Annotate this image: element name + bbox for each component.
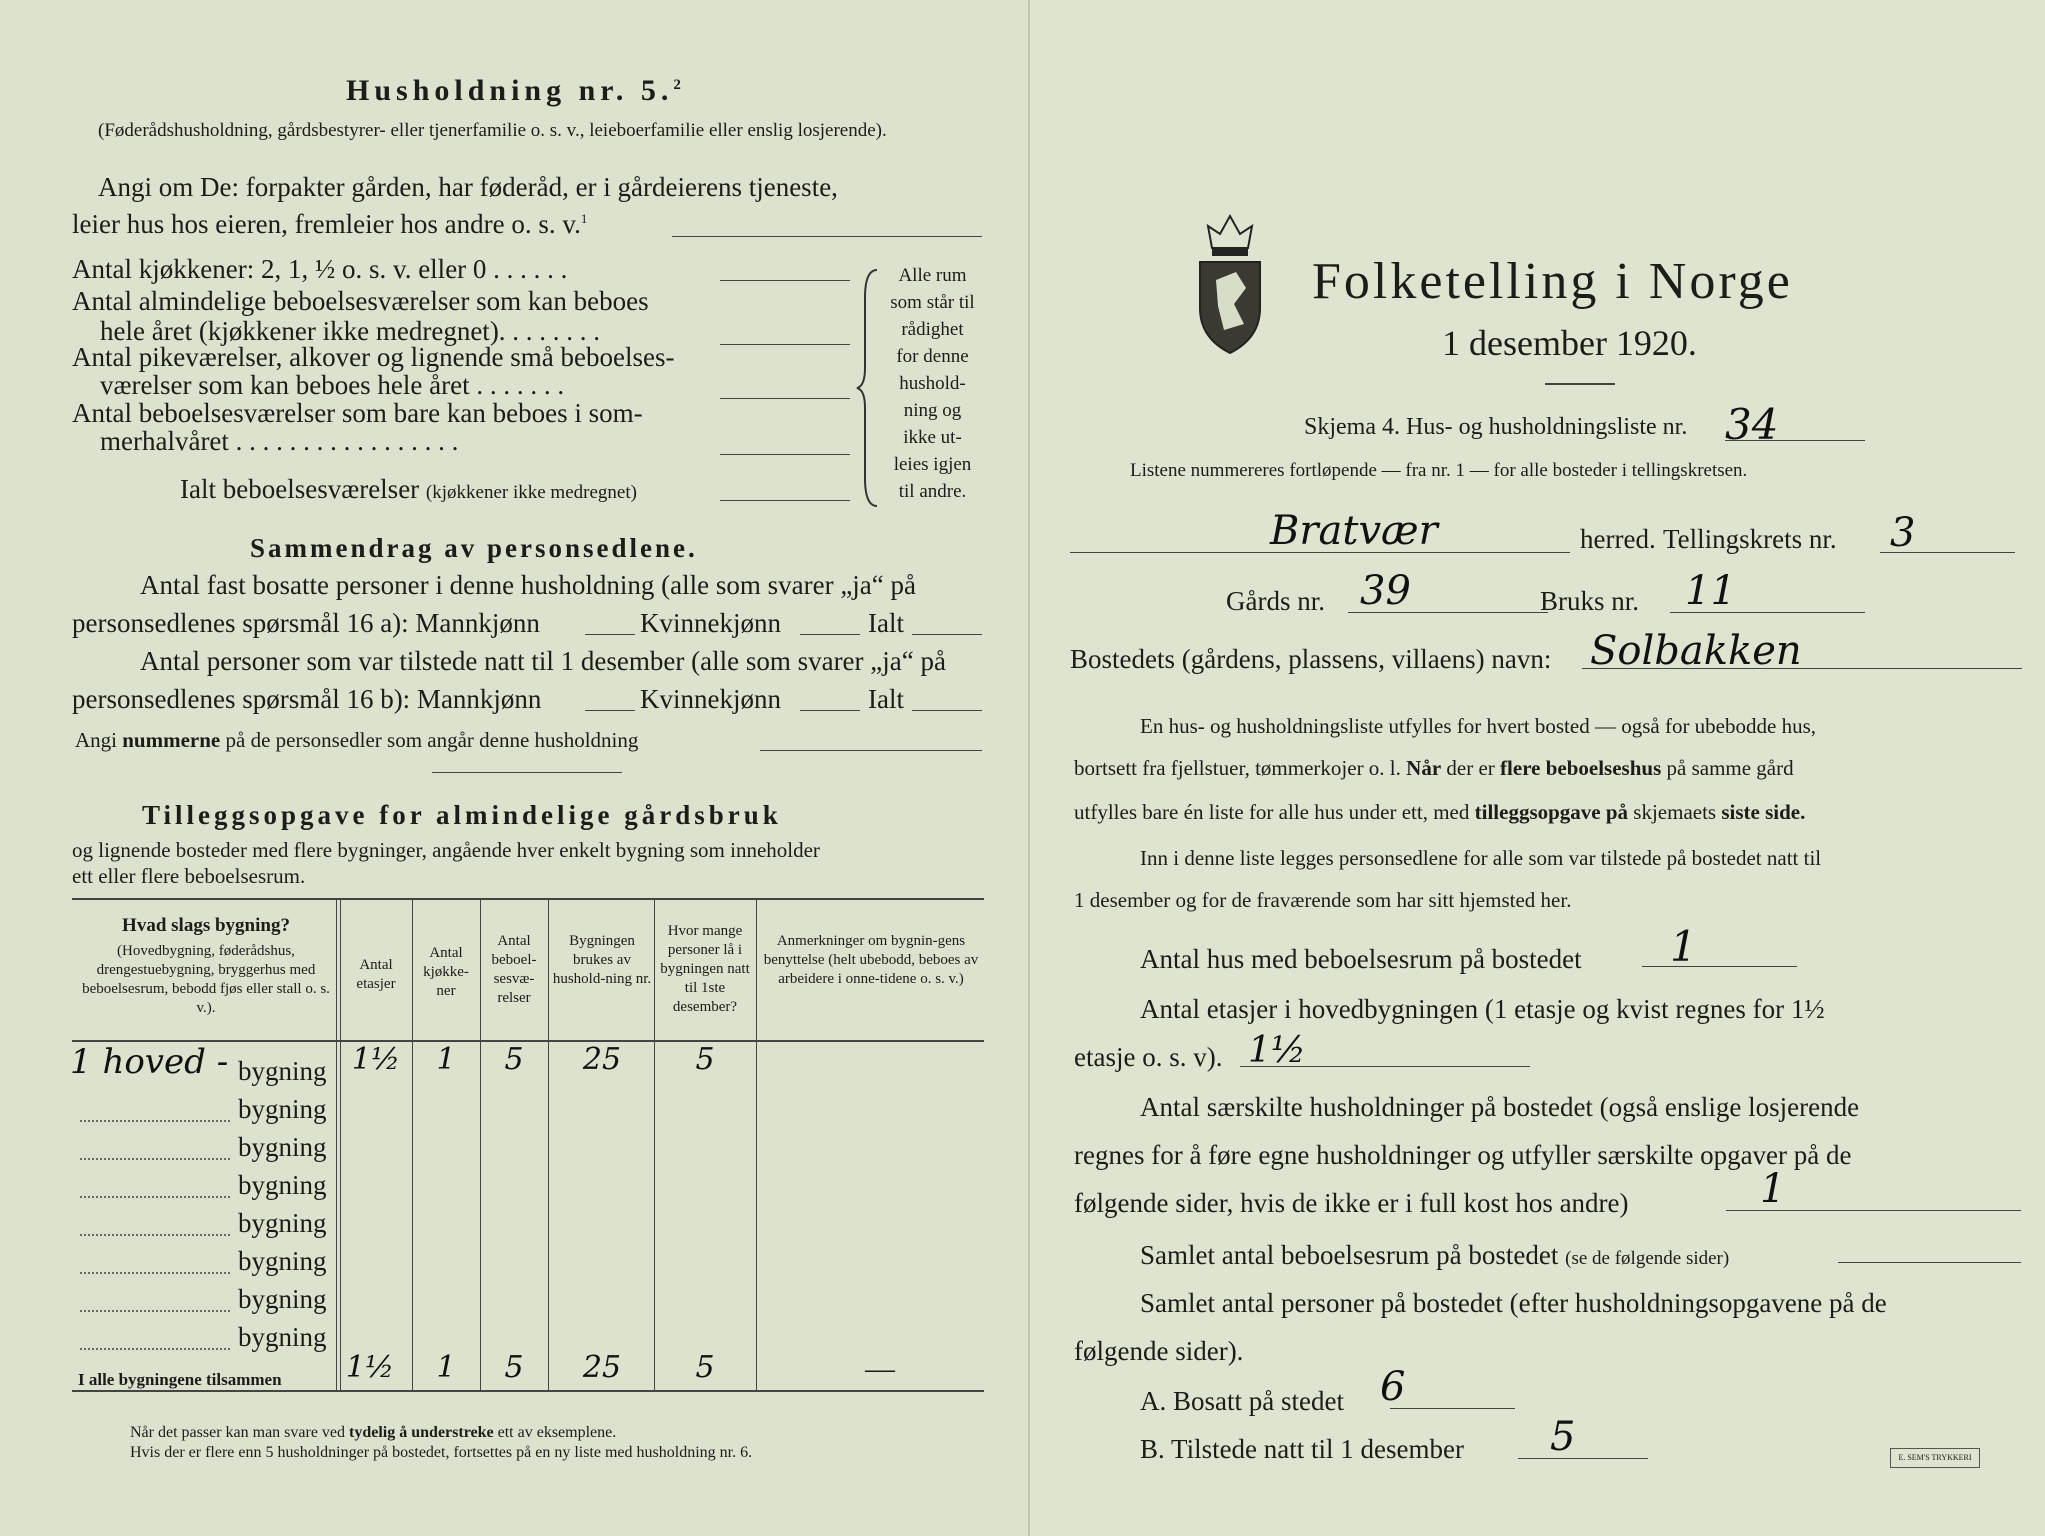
numbering-note: Listene nummereres fortløpende — fra nr. 1 — for alle bosteder i tellingskretsen. xyxy=(1130,460,1748,481)
summary-title: Sammendrag av personsedlene. xyxy=(250,533,698,563)
household-title: Husholdning nr. 5.$^2$ xyxy=(346,74,681,107)
krets-label: Tellingskrets nr. xyxy=(1663,524,1837,554)
angi-line1: Angi om De: forpakter gården, har føderåd, er i gårdeierens tjeneste, xyxy=(98,172,838,202)
gards-line xyxy=(1348,612,1548,613)
tilstede-value: 5 xyxy=(1550,1414,1576,1460)
bosatt-line xyxy=(1390,1408,1515,1409)
total-kjokkener: 1 xyxy=(436,1350,456,1385)
fast-kvinne-line xyxy=(800,634,860,635)
summer-label-2: merhalvåret . . . . . . . . . . . . . . . . . xyxy=(100,426,459,456)
herred-line xyxy=(1070,552,1570,553)
summer-label-1: Antal beboelsesværelser som bare kan beboes i som- xyxy=(72,398,643,428)
fast-ialt-line xyxy=(912,634,982,635)
total-etasjer: 1½ xyxy=(345,1350,395,1385)
rum-line xyxy=(1838,1262,2021,1263)
summer-line xyxy=(720,454,850,455)
divider xyxy=(432,772,622,773)
row1-prefix: 1 hoved - xyxy=(70,1042,229,1082)
tilstede-label: B. Tilstede natt til 1 desember xyxy=(1140,1434,1464,1464)
para1-line1: En hus- og husholdningsliste utfylles for hvert bosted — også for ubebodde hus, xyxy=(1140,714,1816,738)
present-ialt-line xyxy=(912,710,982,711)
pers-line2: følgende sider). xyxy=(1074,1336,1244,1366)
rooms-line xyxy=(720,344,850,345)
total-row-label: I alle bygningene tilsammen xyxy=(78,1370,282,1389)
pers-line1: Samlet antal personer på bostedet (efter husholdningsopgavene på de xyxy=(1140,1288,1887,1318)
gards-label: Gårds nr. xyxy=(1226,586,1325,616)
rum-label: Samlet antal beboelsesrum på bostedet (se de følgende sider) xyxy=(1140,1240,1730,1270)
bruks-label: Bruks nr. xyxy=(1540,586,1640,616)
present-line1: Antal personer som var tilstede natt til 1 desember (alle som svarer „ja“ på xyxy=(140,646,946,676)
total-husholdning: 25 xyxy=(582,1350,622,1385)
row8-label: bygning xyxy=(238,1322,327,1352)
skjema-nr: 34 xyxy=(1725,400,1779,449)
skjema-label: Skjema 4. Hus- og husholdningsliste nr. xyxy=(1304,414,1688,440)
rooms-label-2: hele året (kjøkkener ikke medregnet). . . . . . . . xyxy=(100,316,601,346)
hus-label: Antal hus med beboelsesrum på bostedet xyxy=(1140,944,1582,974)
hush-line xyxy=(1726,1210,2021,1211)
footnote-1: Når det passer kan man svare ved tydelig å understreke ett av eksemplene. xyxy=(130,1424,617,1441)
printer-stamp: E. SEM'S TRYKKERI xyxy=(1890,1448,1980,1468)
bruks-value: 11 xyxy=(1685,568,1736,614)
total-rooms-label: Ialt beboelsesværelser (kjøkkener ikke medregnet) xyxy=(180,474,637,504)
hus-value: 1 xyxy=(1670,922,1697,971)
col-building-type-sub: (Hovedbygning, føderådshus, drengestuebygning, bryggerhus med beboelsesrum, bebodd fjøs eller stall o. s. v.). xyxy=(82,943,330,1016)
present-mann-line xyxy=(585,710,635,711)
herred-value: Bratvær xyxy=(1270,508,1438,554)
present-ialt-label: Ialt xyxy=(868,684,904,714)
rooms-label-1: Antal almindelige beboelsesværelser som kan beboes xyxy=(72,286,649,316)
household-intro: (Føderådshusholdning, gårdsbestyrer- eller tjenerfamilie o. s. v., leieboerfamilie eller enslig losjerende). xyxy=(98,120,887,141)
supplement-intro-2: ett eller flere beboelsesrum. xyxy=(72,864,306,888)
present-kvinne-label: Kvinnekjønn xyxy=(640,684,781,714)
present-kvinne-line xyxy=(800,710,860,711)
hush-line2: regnes for å føre egne husholdninger og utfyller særskilte opgaver på de xyxy=(1074,1140,1852,1170)
etasjer-value: 1½ xyxy=(1248,1030,1306,1071)
row3-label: bygning xyxy=(238,1132,327,1162)
bosted-line xyxy=(1582,668,2022,669)
bruks-line xyxy=(1670,612,1865,613)
bosted-value: Solbakken xyxy=(1590,628,1802,674)
row1-husholdning: 25 xyxy=(582,1042,622,1077)
tilstede-line xyxy=(1518,1458,1648,1459)
fast-mann-line xyxy=(585,634,635,635)
fast-ialt-label: Ialt xyxy=(868,608,904,638)
row6-label: bygning xyxy=(238,1246,327,1276)
kitchens-line xyxy=(720,280,850,281)
total-rum: 5 xyxy=(504,1350,524,1385)
etasjer-line1: Antal etasjer i hovedbygningen (1 etasje og kvist regnes for 1½ xyxy=(1140,994,1825,1024)
row1-label: bygning xyxy=(238,1056,327,1086)
row7-label: bygning xyxy=(238,1284,327,1314)
title-rule xyxy=(1545,383,1615,385)
census-title: Folketelling i Norge xyxy=(1312,253,1793,310)
etasjer-line xyxy=(1240,1066,1530,1067)
total-personer: 5 xyxy=(695,1350,715,1385)
skjema-nr-line xyxy=(1725,440,1865,441)
angi-line2: leier hus hos eieren, fremleier hos andre o. s. v.$^1$ xyxy=(72,209,588,239)
hus-line xyxy=(1642,966,1797,967)
row5-label: bygning xyxy=(238,1208,327,1238)
fast-line2: personsedlenes spørsmål 16 a): Mannkjønn xyxy=(72,608,540,638)
col-anmerkninger: Anmerkninger om bygnin-gens benyttelse (helt ubebodd, beboes av arbeidere i onne-tidene o. s. v.) xyxy=(763,933,979,987)
angi-nummerne: Angi nummerne på de personsedler som angår denne husholdning xyxy=(75,728,639,752)
side-note: Alle rum som står til rådighet for denne hushold- ning og ikke ut- leies igjen til andre. xyxy=(890,265,975,502)
hush-value: 1 xyxy=(1760,1166,1786,1212)
maid-label-1: Antal pikeværelser, alkover og lignende små beboelses- xyxy=(72,342,675,372)
para2-line1: Inn i denne liste legges personsedlene for alle som var tilstede på bostedet natt til xyxy=(1140,846,1822,870)
hush-line1: Antal særskilte husholdninger på bostedet (også enslige losjerende xyxy=(1140,1092,1860,1122)
para1-line3: utfylles bare én liste for alle hus under ett, med tilleggsopgave på skjemaets siste side. xyxy=(1074,800,1806,824)
krets-value: 3 xyxy=(1890,510,1916,556)
herred-label: herred. xyxy=(1580,524,1656,554)
etasjer-line2: etasje o. s. v). xyxy=(1074,1042,1223,1072)
maid-line xyxy=(720,398,850,399)
bosatt-value: 6 xyxy=(1380,1364,1406,1410)
census-date: 1 desember 1920. xyxy=(1442,323,1697,363)
supplement-title: Tilleggsopgave for almindelige gårdsbruk xyxy=(142,800,782,830)
footnote-2: Hvis der er flere enn 5 husholdninger på bostedet, fortsettes på en ny liste med husholdning nr. 6. xyxy=(130,1444,753,1461)
col-building-type-title: Hvad slags bygning? xyxy=(122,915,290,936)
bosatt-label: A. Bosatt på stedet xyxy=(1140,1386,1344,1416)
bosted-label: Bostedets (gårdens, plassens, villaens) navn: xyxy=(1070,644,1552,674)
angi-answer-line xyxy=(672,236,982,237)
row1-rum: 5 xyxy=(504,1042,524,1077)
gards-value: 39 xyxy=(1360,568,1411,614)
row1-personer: 5 xyxy=(695,1042,715,1077)
para2-line2: 1 desember og for de fraværende som har sitt hjemsted her. xyxy=(1074,888,1572,912)
total-rooms-line xyxy=(720,500,850,501)
col-etasjer: Antal etasjer xyxy=(356,957,396,992)
para1-line2: bortsett fra fjellstuer, tømmerkojer o. l. Når der er flere beboelseshus på samme gård xyxy=(1074,756,1794,780)
row4-label: bygning xyxy=(238,1170,327,1200)
row1-kjokkener: 1 xyxy=(436,1042,456,1077)
fast-kvinne-label: Kvinnekjønn xyxy=(640,608,781,638)
present-line2: personsedlenes spørsmål 16 b): Mannkjønn xyxy=(72,684,542,714)
col-personer: Hvor mange personer lå i bygningen natt til 1ste desember? xyxy=(660,923,750,1015)
total-anmerkninger: — xyxy=(865,1352,895,1385)
coat-of-arms-icon xyxy=(1190,208,1270,358)
kitchens-label: Antal kjøkkener: 2, 1, ½ o. s. v. eller 0 . . . . . . xyxy=(72,254,568,284)
row1-etasjer: 1½ xyxy=(351,1042,401,1077)
col-rum: Antal beboel-sesvæ-relser xyxy=(491,933,537,1006)
nummerne-line xyxy=(760,750,982,751)
krets-line xyxy=(1880,552,2015,553)
maid-label-2: værelser som kan beboes hele året . . . . . . . xyxy=(100,370,565,400)
col-kjokkener: Antal kjøkke-ner xyxy=(423,945,469,999)
col-husholdning: Bygningen brukes av hushold-ning nr. xyxy=(552,933,652,987)
right-page xyxy=(1030,0,2045,1536)
supplement-intro-1: og lignende bosteder med flere bygninger, angående hver enkelt bygning som inneholder xyxy=(72,838,820,862)
hush-line3: følgende sider, hvis de ikke er i full kost hos andre) xyxy=(1074,1188,1629,1218)
fast-line1: Antal fast bosatte personer i denne husholdning (alle som svarer „ja“ på xyxy=(140,570,916,600)
row2-label: bygning xyxy=(238,1094,327,1124)
